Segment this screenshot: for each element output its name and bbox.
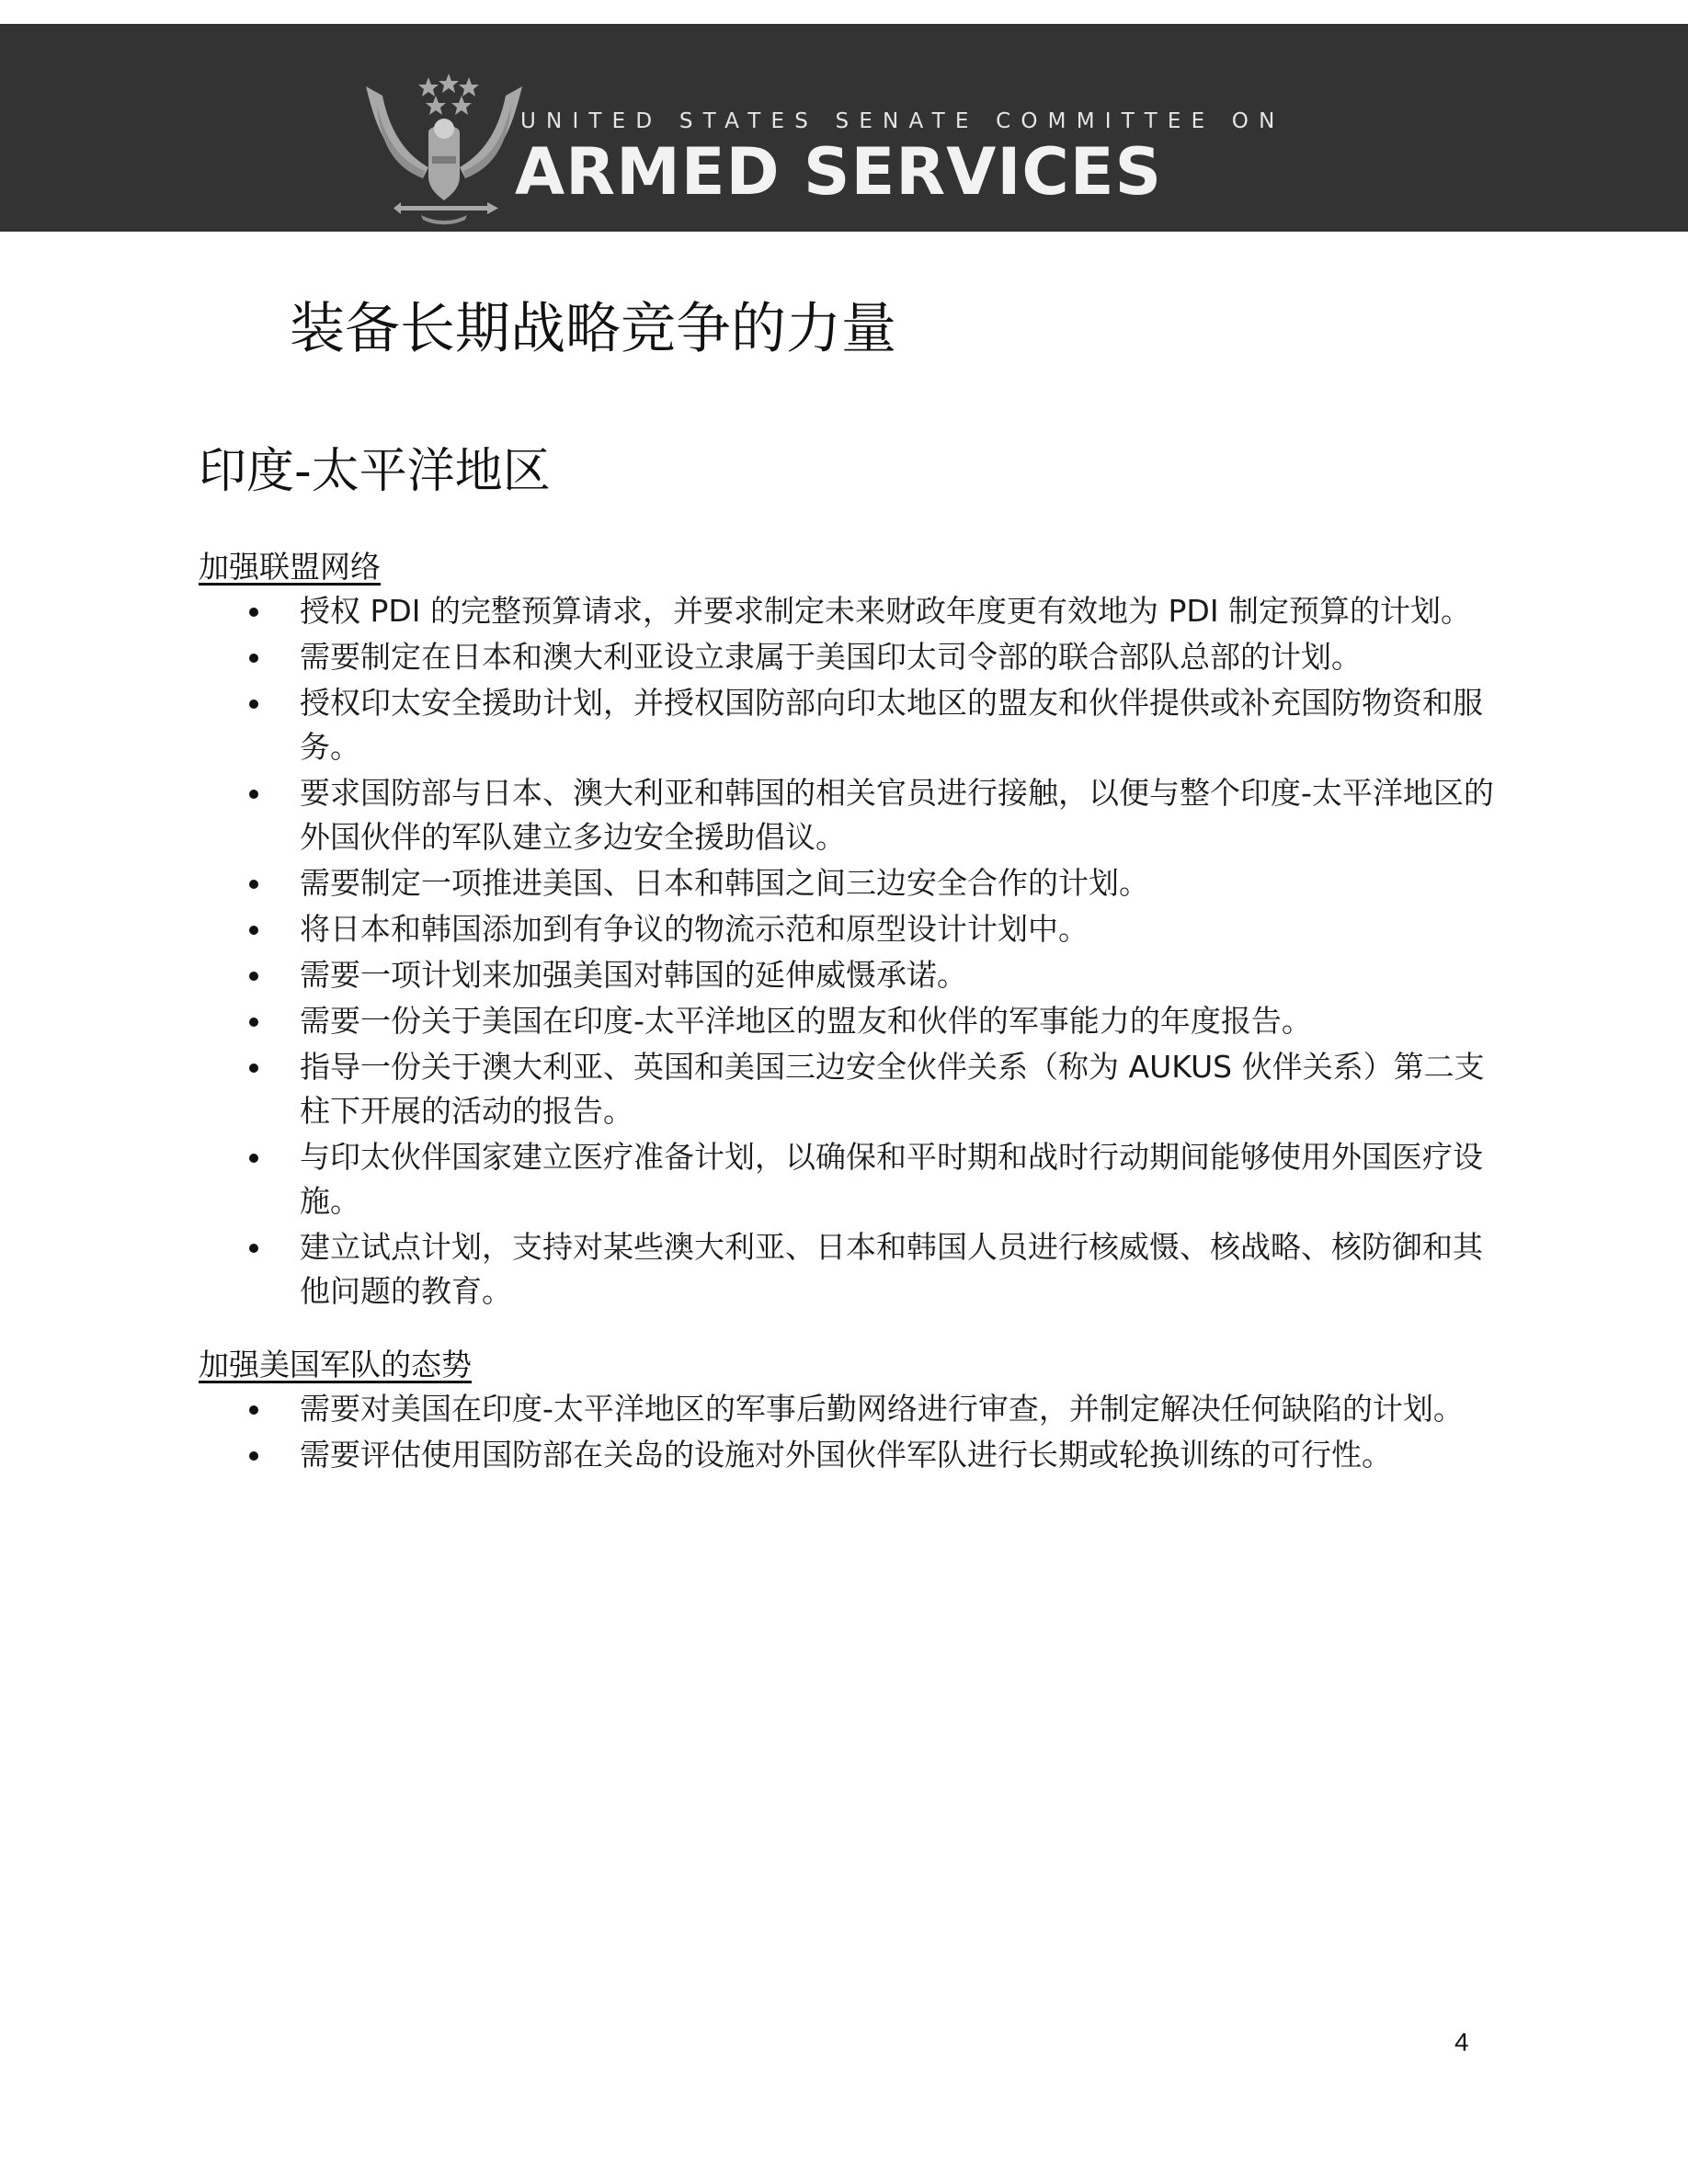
section-heading: 加强美国军队的态势 — [199, 1347, 472, 1382]
list-item — [199, 1387, 1495, 1431]
list-item-text: 授权 PDI 的完整预算请求，并要求制定未来财政年度更有效地为 PDI 制定预算的计划。 — [300, 593, 1472, 629]
list-item-text: 指导一份关于澳大利亚、英国和美国三边安全伙伴关系（称为 AUKUS 伙伴关系）第二支柱下开展的活动的报告。 — [300, 1049, 1485, 1129]
document-body — [199, 545, 1495, 1479]
page-number: 4 — [1454, 2028, 1469, 2056]
list-item — [199, 1045, 1495, 1133]
section-spacer — [199, 1315, 1495, 1343]
list-item — [199, 861, 1495, 905]
region-heading: 印度-太平洋地区 — [199, 444, 551, 499]
document-title: 装备长期战略竞争的力量 — [290, 297, 896, 361]
list-item — [199, 907, 1495, 951]
eagle-seal-icon — [357, 68, 531, 233]
bullet-list — [199, 589, 1495, 1314]
header-banner — [0, 24, 1688, 232]
list-item-text: 将日本和韩国添加到有争议的物流示范和原型设计计划中。 — [300, 911, 1089, 947]
list-item — [199, 953, 1495, 997]
list-item — [199, 589, 1495, 633]
list-item-text: 需要一项计划来加强美国对韩国的延伸威慑承诺。 — [300, 957, 967, 993]
list-item-text: 需要评估使用国防部在关岛的设施对外国伙伴军队进行长期或轮换训练的可行性。 — [300, 1437, 1392, 1473]
list-item-text: 需要制定在日本和澳大利亚设立隶属于美国印太司令部的联合部队总部的计划。 — [300, 639, 1362, 675]
list-item — [199, 1225, 1495, 1314]
list-item — [199, 635, 1495, 679]
list-item — [199, 681, 1495, 769]
list-item-text: 需要制定一项推进美国、日本和韩国之间三边安全合作的计划。 — [300, 865, 1149, 901]
list-item-text: 需要一份关于美国在印度-太平洋地区的盟友和伙伴的军事能力的年度报告。 — [300, 1003, 1312, 1039]
list-item-text: 建立试点计划，支持对某些澳大利亚、日本和韩国人员进行核威慑、核战略、核防御和其他问题的教育。 — [300, 1229, 1483, 1309]
list-item — [199, 771, 1495, 859]
list-item-text: 与印太伙伴国家建立医疗准备计划，以确保和平时期和战时行动期间能够使用外国医疗设施。 — [300, 1139, 1483, 1219]
list-item — [199, 1433, 1495, 1477]
list-item — [199, 1135, 1495, 1223]
committee-line: UNITED STATES SENATE COMMITTEE ON — [520, 109, 1285, 133]
bullet-list — [199, 1387, 1495, 1477]
list-item-text: 授权印太安全援助计划，并授权国防部向印太地区的盟友和伙伴提供或补充国防物资和服务。 — [300, 685, 1483, 765]
committee-name: ARMED SERVICES — [515, 134, 1162, 210]
list-item — [199, 999, 1495, 1043]
list-item-text: 需要对美国在印度-太平洋地区的军事后勤网络进行审查，并制定解决任何缺陷的计划。 — [300, 1391, 1464, 1427]
section-heading: 加强联盟网络 — [199, 549, 381, 585]
list-item-text: 要求国防部与日本、澳大利亚和韩国的相关官员进行接触，以便与整个印度-太平洋地区的外国伙伴的军队建立多边安全援助倡议。 — [300, 775, 1494, 855]
